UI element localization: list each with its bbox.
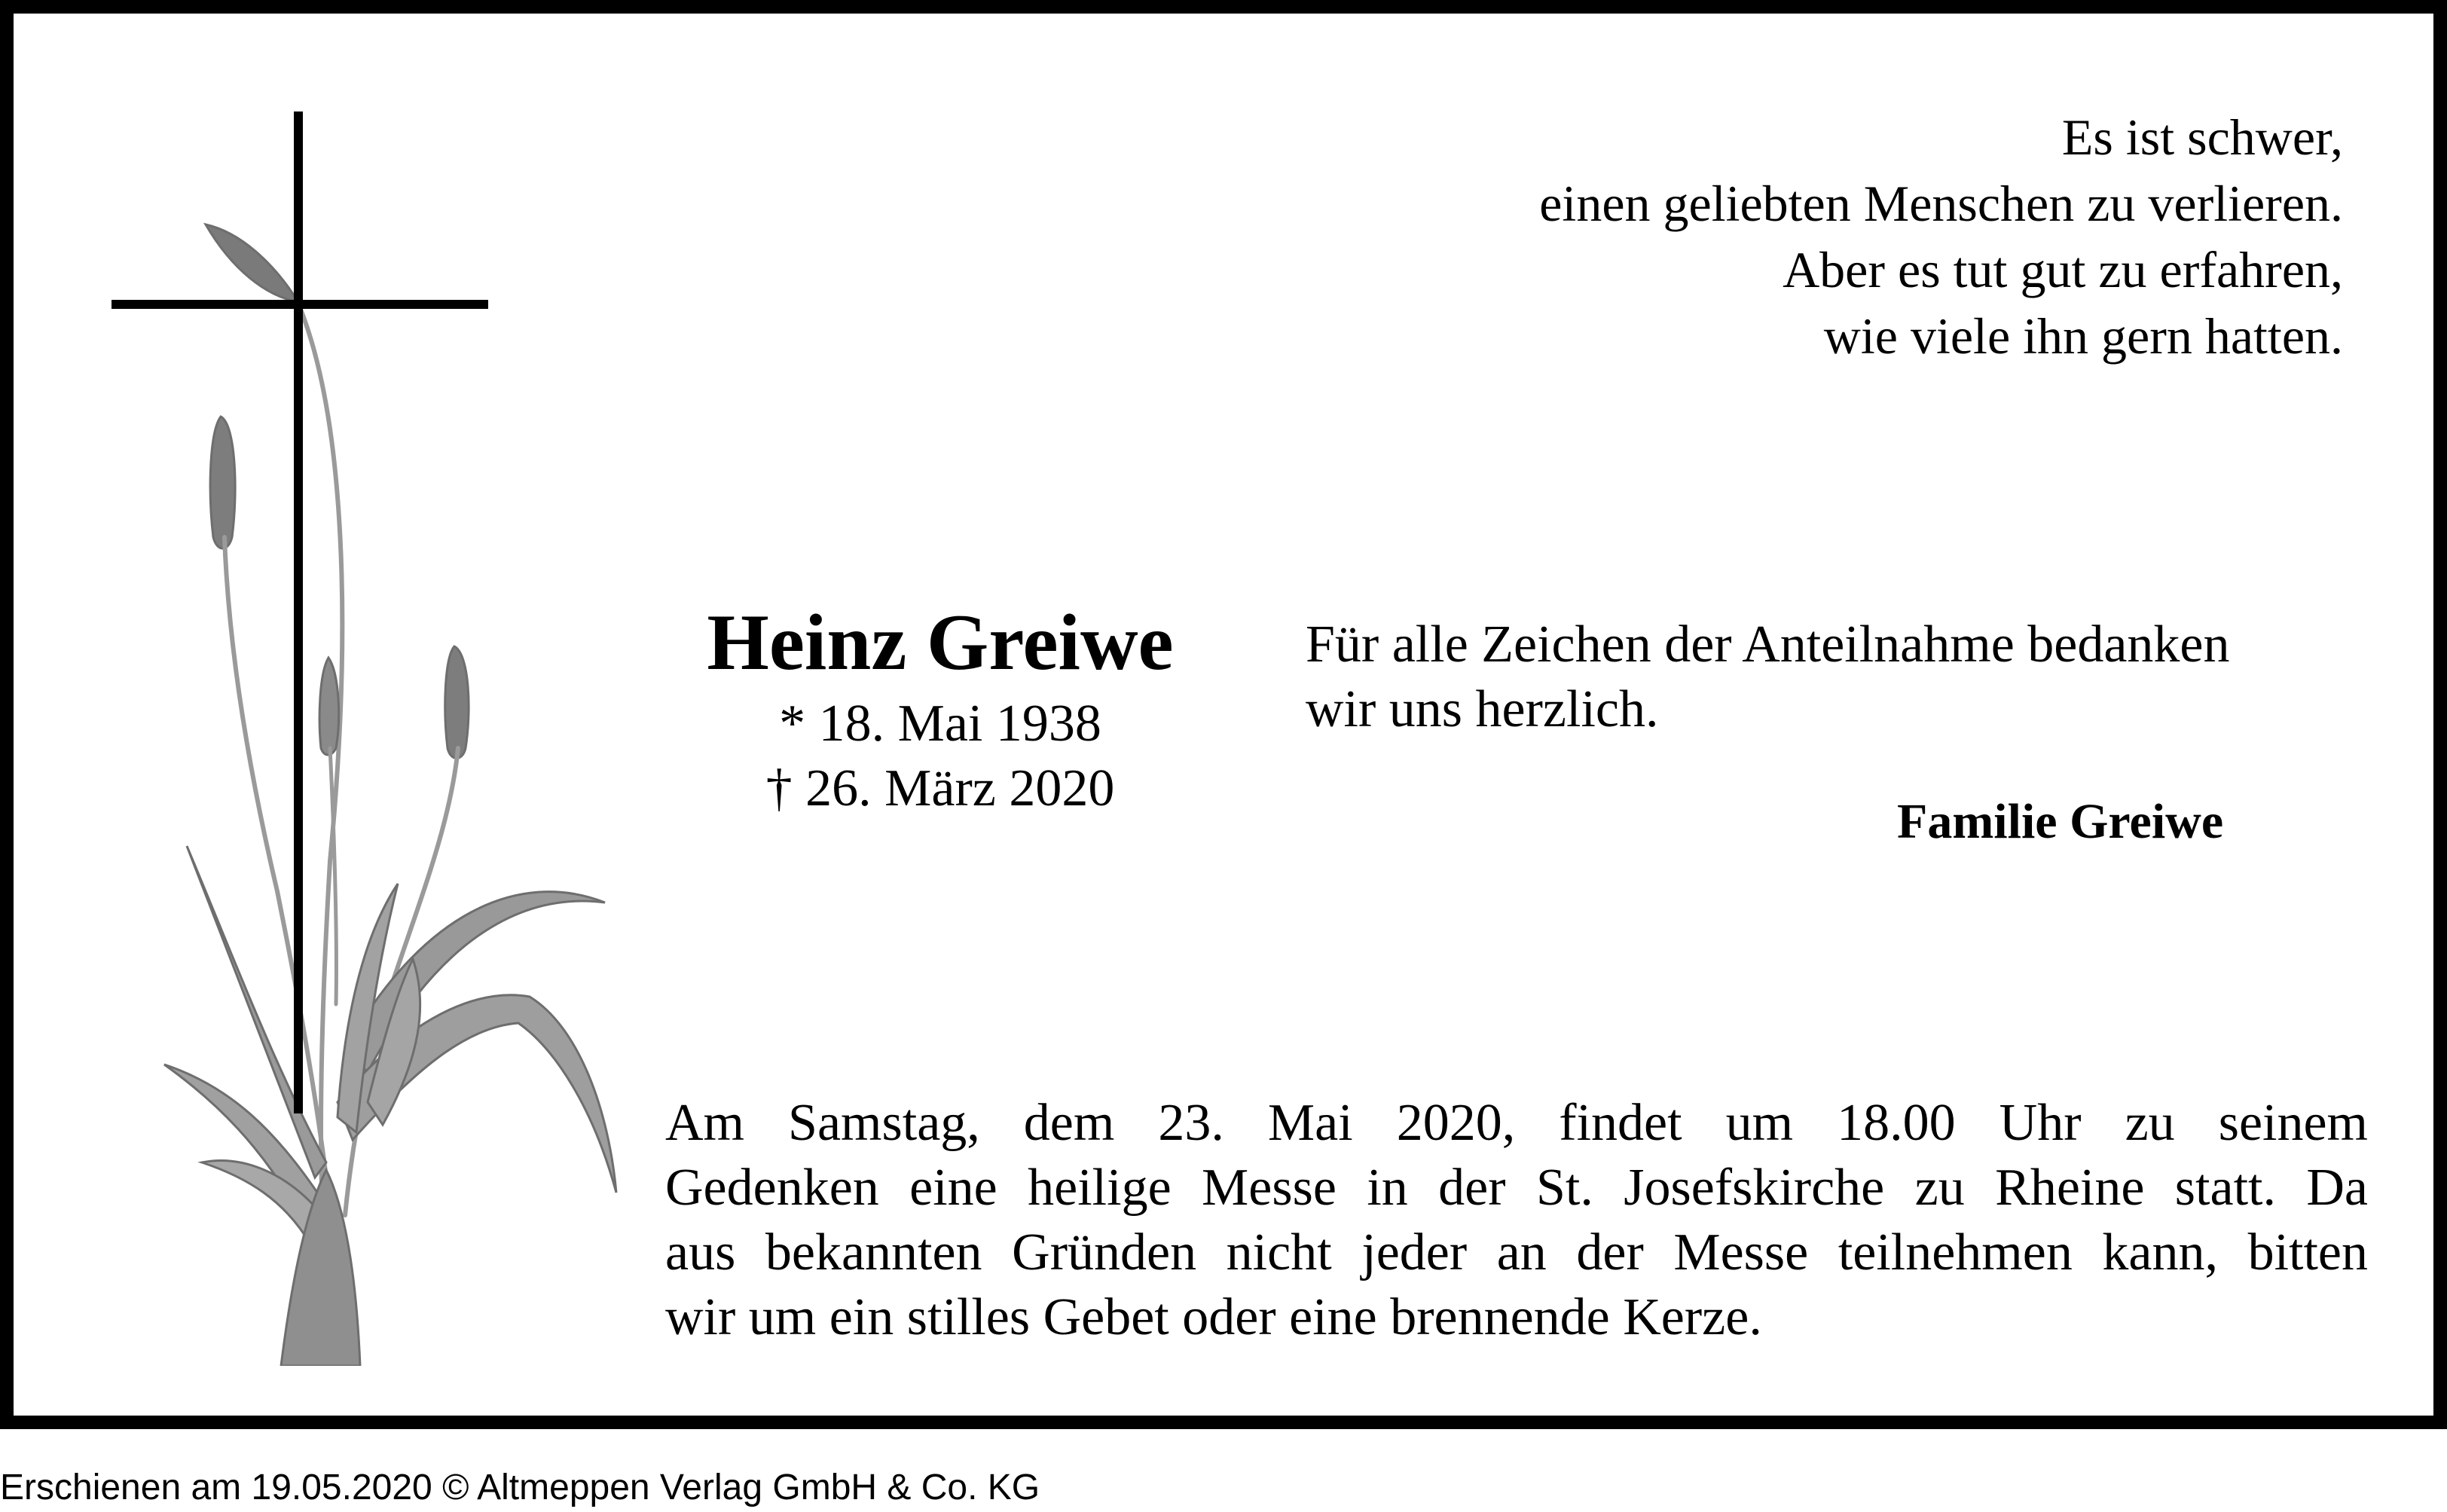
quote-line: einen geliebten Menschen zu verlieren. [1539,175,2343,232]
death-date: † 26. März 2020 [765,759,1115,817]
memorial-mass-announcement [665,1091,2368,1350]
announcement-line: Gedenken eine heilige Messe in der St. Josefskirche zu Rheine statt. Da [665,1159,2368,1217]
quote-line: wie viele ihn gern hatten. [1823,307,2343,365]
cross-with-reeds-icon [96,100,631,1366]
announcement-line: wir um ein stilles Gebet oder eine brennende Kerze. [665,1288,1762,1346]
thanks-text [1306,612,2398,742]
quote-line: Aber es tut gut zu erfahren, [1783,241,2343,298]
announcement-line: Am Samstag, dem 23. Mai 2020, findet um 18.00 Uhr zu seinem [665,1094,2368,1152]
thanks-line: wir uns herzlich. [1306,680,1659,738]
thanks-line: Für alle Zeichen der Anteilnahme bedanken [1306,615,2230,674]
deceased-name: Heinz Greiwe [707,598,1174,686]
publication-footer: Erschienen am 19.05.2020 © Altmeppen Verlag GmbH & Co. KG [0,1468,1040,1507]
deceased-info [646,594,1234,821]
announcement-line: aus bekannten Gründen nicht jeder an der Messe teilnehmen kann, bitten [665,1223,2368,1281]
memorial-quote [1062,104,2343,369]
family-signature: Familie Greiwe [1897,794,2224,849]
quote-line: Es ist schwer, [2061,108,2343,166]
birth-date: * 18. Mai 1938 [779,695,1101,753]
